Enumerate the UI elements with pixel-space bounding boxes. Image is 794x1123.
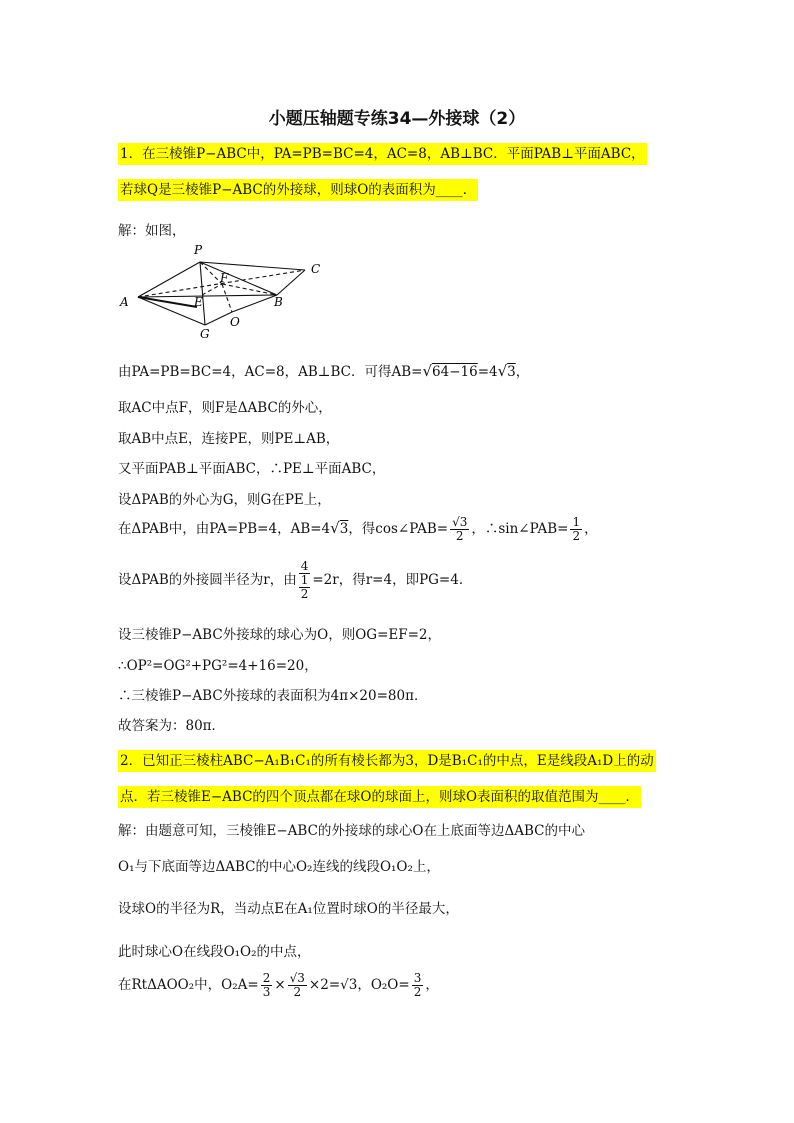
edge-ob xyxy=(232,295,277,312)
solution-1-line-3: 取AB中点E，连接PE，则PE⊥AB， xyxy=(118,431,340,447)
edge-fb-dashed xyxy=(222,284,277,295)
solution-1-answer: 故答案为：80π． xyxy=(118,718,226,734)
solution-2-line-5: 在RtΔAOO₂中，O₂A= $\frac{2}{3}$ × $\frac{√3}{2}$ ×2=√3，O₂O= $\frac{3}{2}$ ， xyxy=(118,971,439,999)
solution-1-line-4: 又平面PAB⊥平面ABC，∴PE⊥平面ABC， xyxy=(118,461,386,477)
fraction-root3-over-2: $\frac{√3}{2}$ xyxy=(289,971,305,999)
label-f: F xyxy=(220,271,229,285)
label-p: P xyxy=(194,243,203,257)
solution-2-line-2: O₁与下底面等边ΔABC的中心O₂连线的线段O₁O₂上， xyxy=(118,859,440,875)
problem-1-line-2 xyxy=(118,178,478,202)
fraction-cos: $\frac{√3}{2}$ xyxy=(452,515,468,543)
label-o: O xyxy=(230,315,240,329)
fraction-three-halves: $\frac{3}{2}$ xyxy=(413,971,422,999)
edge-ae-bold xyxy=(138,297,197,307)
solution-1-line-2: 取AC中点F，则F是ΔABC的外心， xyxy=(118,400,332,416)
solution-1-line-1: 由PA=PB=BC=4，AC=8，AB⊥BC．可得AB=√64−16=4√3， xyxy=(118,362,530,380)
pyramid-figure xyxy=(112,240,342,345)
solution-1-line-6: 在ΔPAB中，由PA=PB=4，AB=4√3，得cos∠PAB= $\frac{√3}{2}$ ，∴sin∠PAB= $\frac{1}{2}$ ， xyxy=(118,515,598,543)
problem-2-text-2: 点．若三棱锥E−ABC的四个顶点都在球O的球面上，则球O表面积的取值范围为____． xyxy=(118,786,641,808)
fraction-two-thirds: $\frac{2}{3}$ xyxy=(262,971,271,999)
solution-2-line-3: 设球O的半径为R，当动点E在A₁位置时球O的半径最大， xyxy=(118,901,459,917)
fraction-sin: $\frac{1}{2}$ xyxy=(572,515,581,543)
edge-ef-dashed xyxy=(202,284,222,295)
edge-fo-dashed xyxy=(222,284,232,312)
problem-1-text-1: 1．在三棱锥P−ABC中，PA=PB=BC=4，AC=8，AB⊥BC．平面PAB⊥平面ABC， xyxy=(118,143,647,165)
problem-1-text-2: 若球Q是三棱锥P−ABC的外接球，则球O的表面积为____． xyxy=(118,179,478,201)
solution-1-intro: 解：如图， xyxy=(118,223,186,239)
solution-1-line-7: 设ΔPAB的外接圆半径为r，由 4 1 2 =2r，得r=4，即PG=4． xyxy=(118,559,473,601)
problem-1-line-1 xyxy=(118,142,647,166)
solution-2-line-1: 解：由题意可知，三棱锥E−ABC的外接球的球心O在上底面等边ΔABC的中心 xyxy=(118,823,585,839)
solution-1-line-10: ∴三棱锥P−ABC外接球的表面积为4π×20=80π． xyxy=(118,688,428,704)
solution-1-line-8: 设三棱锥P−ABC外接球的球心为O，则OG=EF=2， xyxy=(118,627,441,643)
label-g: G xyxy=(200,327,210,341)
problem-2-text-1: 2．已知正三棱柱ABC−A₁B₁C₁的所有棱长都为3，D是B₁C₁的中点，E是线段A₁D上的动 xyxy=(118,750,656,772)
solution-2-line-4: 此时球心O在线段O₁O₂的中点， xyxy=(118,944,311,960)
label-c: C xyxy=(311,262,321,276)
edge-pf-dashed xyxy=(200,262,222,284)
label-a: A xyxy=(120,295,129,309)
label-e: E xyxy=(194,295,203,309)
problem-2-line-2 xyxy=(118,785,641,809)
edge-bc xyxy=(277,270,305,295)
label-b: B xyxy=(274,295,283,309)
solution-1-line-5: 设ΔPAB的外心为G，则G在PE上， xyxy=(118,492,331,508)
edge-go xyxy=(205,312,232,325)
solution-1-line-9: ∴OP²=OG²+PG²=4+16=20， xyxy=(118,658,318,674)
fraction-complex: 4 1 2 xyxy=(300,559,309,601)
problem-2-line-1 xyxy=(118,749,656,773)
edge-ab xyxy=(138,295,277,297)
page-title: 小题压轴题专练34—外接球（2） xyxy=(268,109,526,129)
